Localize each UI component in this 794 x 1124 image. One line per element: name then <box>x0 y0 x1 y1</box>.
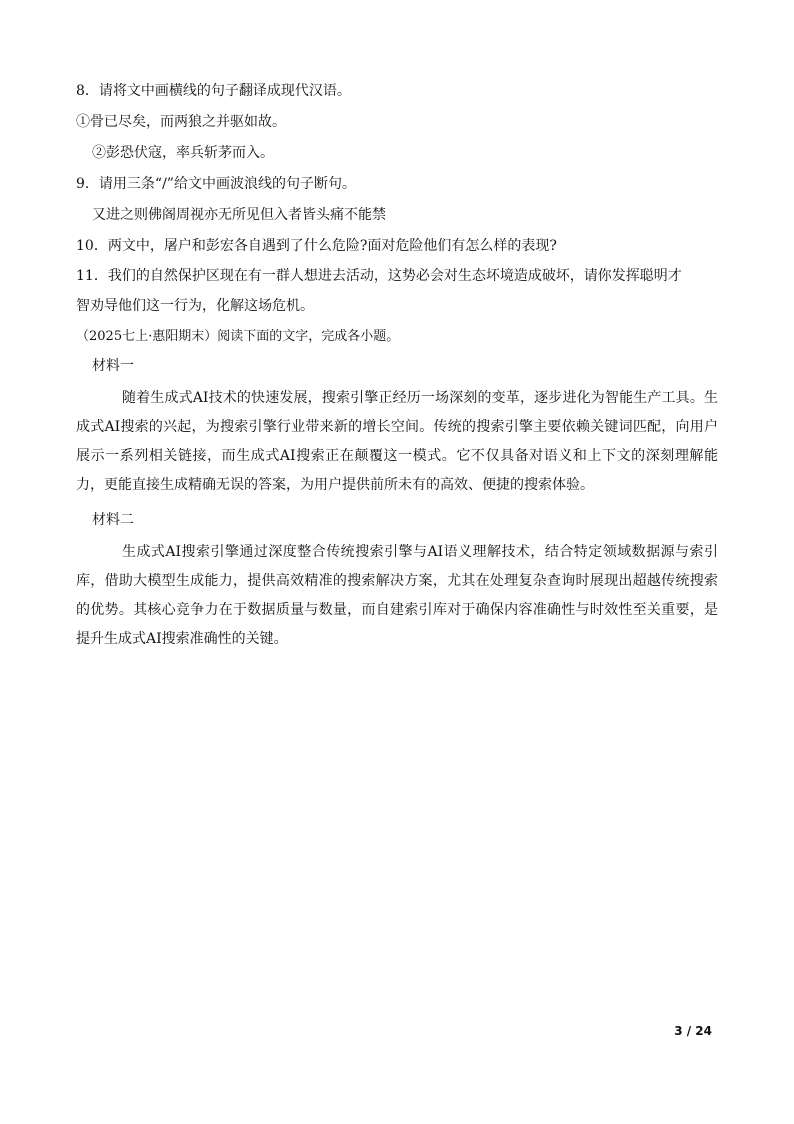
material-1-paragraph: 随着生成式AI技术的快速发展，搜索引擎正经历一场深刻的变革，逐步进化为智能生产工具。生成式AI搜索的兴起，为搜索引擎行业带来新的增长空间。传统的搜索引擎主要依赖关键词匹配，向用户展示一系列相关链接，而生成式AI搜索正在颠覆这一模式。它不仅具备对语义和上下文的深刻理解能力，更能直接生成精确无误的答案，为用户提供前所未有的高效、便捷的搜索体验。 <box>76 390 718 493</box>
question-8-item-1: ①骨已尽矣，而两狼之并驱如故。 <box>76 114 286 130</box>
question-10-prompt: 10．两文中，屠户和彭宏各自遇到了什么危险?面对危险他们有怎么样的表现? <box>76 238 557 254</box>
material-2-paragraph: 生成式AI搜索引擎通过深度整合传统搜索引擎与AI语义理解技术，结合特定领域数据源与索引库，借助大模型生成能力，提供高效精准的搜索解决方案，尤其在处理复杂查询时展现出超越传统搜索的优势。其核心竞争力在于数据质量与数量，而自建索引库对于确保内容准确性与时效性至关重要，是提升生成式AI搜索准确性的关键。 <box>76 544 718 647</box>
question-8-item-2: ②彭恐伏寇，率兵斩茅而入。 <box>92 145 274 161</box>
question-11-line-1: 11．我们的自然保护区现在有一群人想进去活动，这势必会对生态坏境造成破坏，请你发挥聪明才 <box>76 268 682 284</box>
reading-source-line: （2025七上·惠阳期末）阅读下面的文字，完成各小题。 <box>76 329 400 344</box>
material-2-label: 材料二 <box>92 512 134 528</box>
question-9-sentence: 又进之则佛阁周视亦无所见但入者皆头痛不能禁 <box>92 207 386 223</box>
question-9-prompt: 9．请用三条“/”给文中画波浪线的句子断句。 <box>76 176 356 192</box>
question-8-prompt: 8．请将文中画横线的句子翻译成现代汉语。 <box>76 83 351 99</box>
question-11-line-2: 智劝导他们这一行为，化解这场危机。 <box>76 298 314 314</box>
material-1-label: 材料一 <box>92 358 134 374</box>
page-number: 3 / 24 <box>674 1024 712 1038</box>
